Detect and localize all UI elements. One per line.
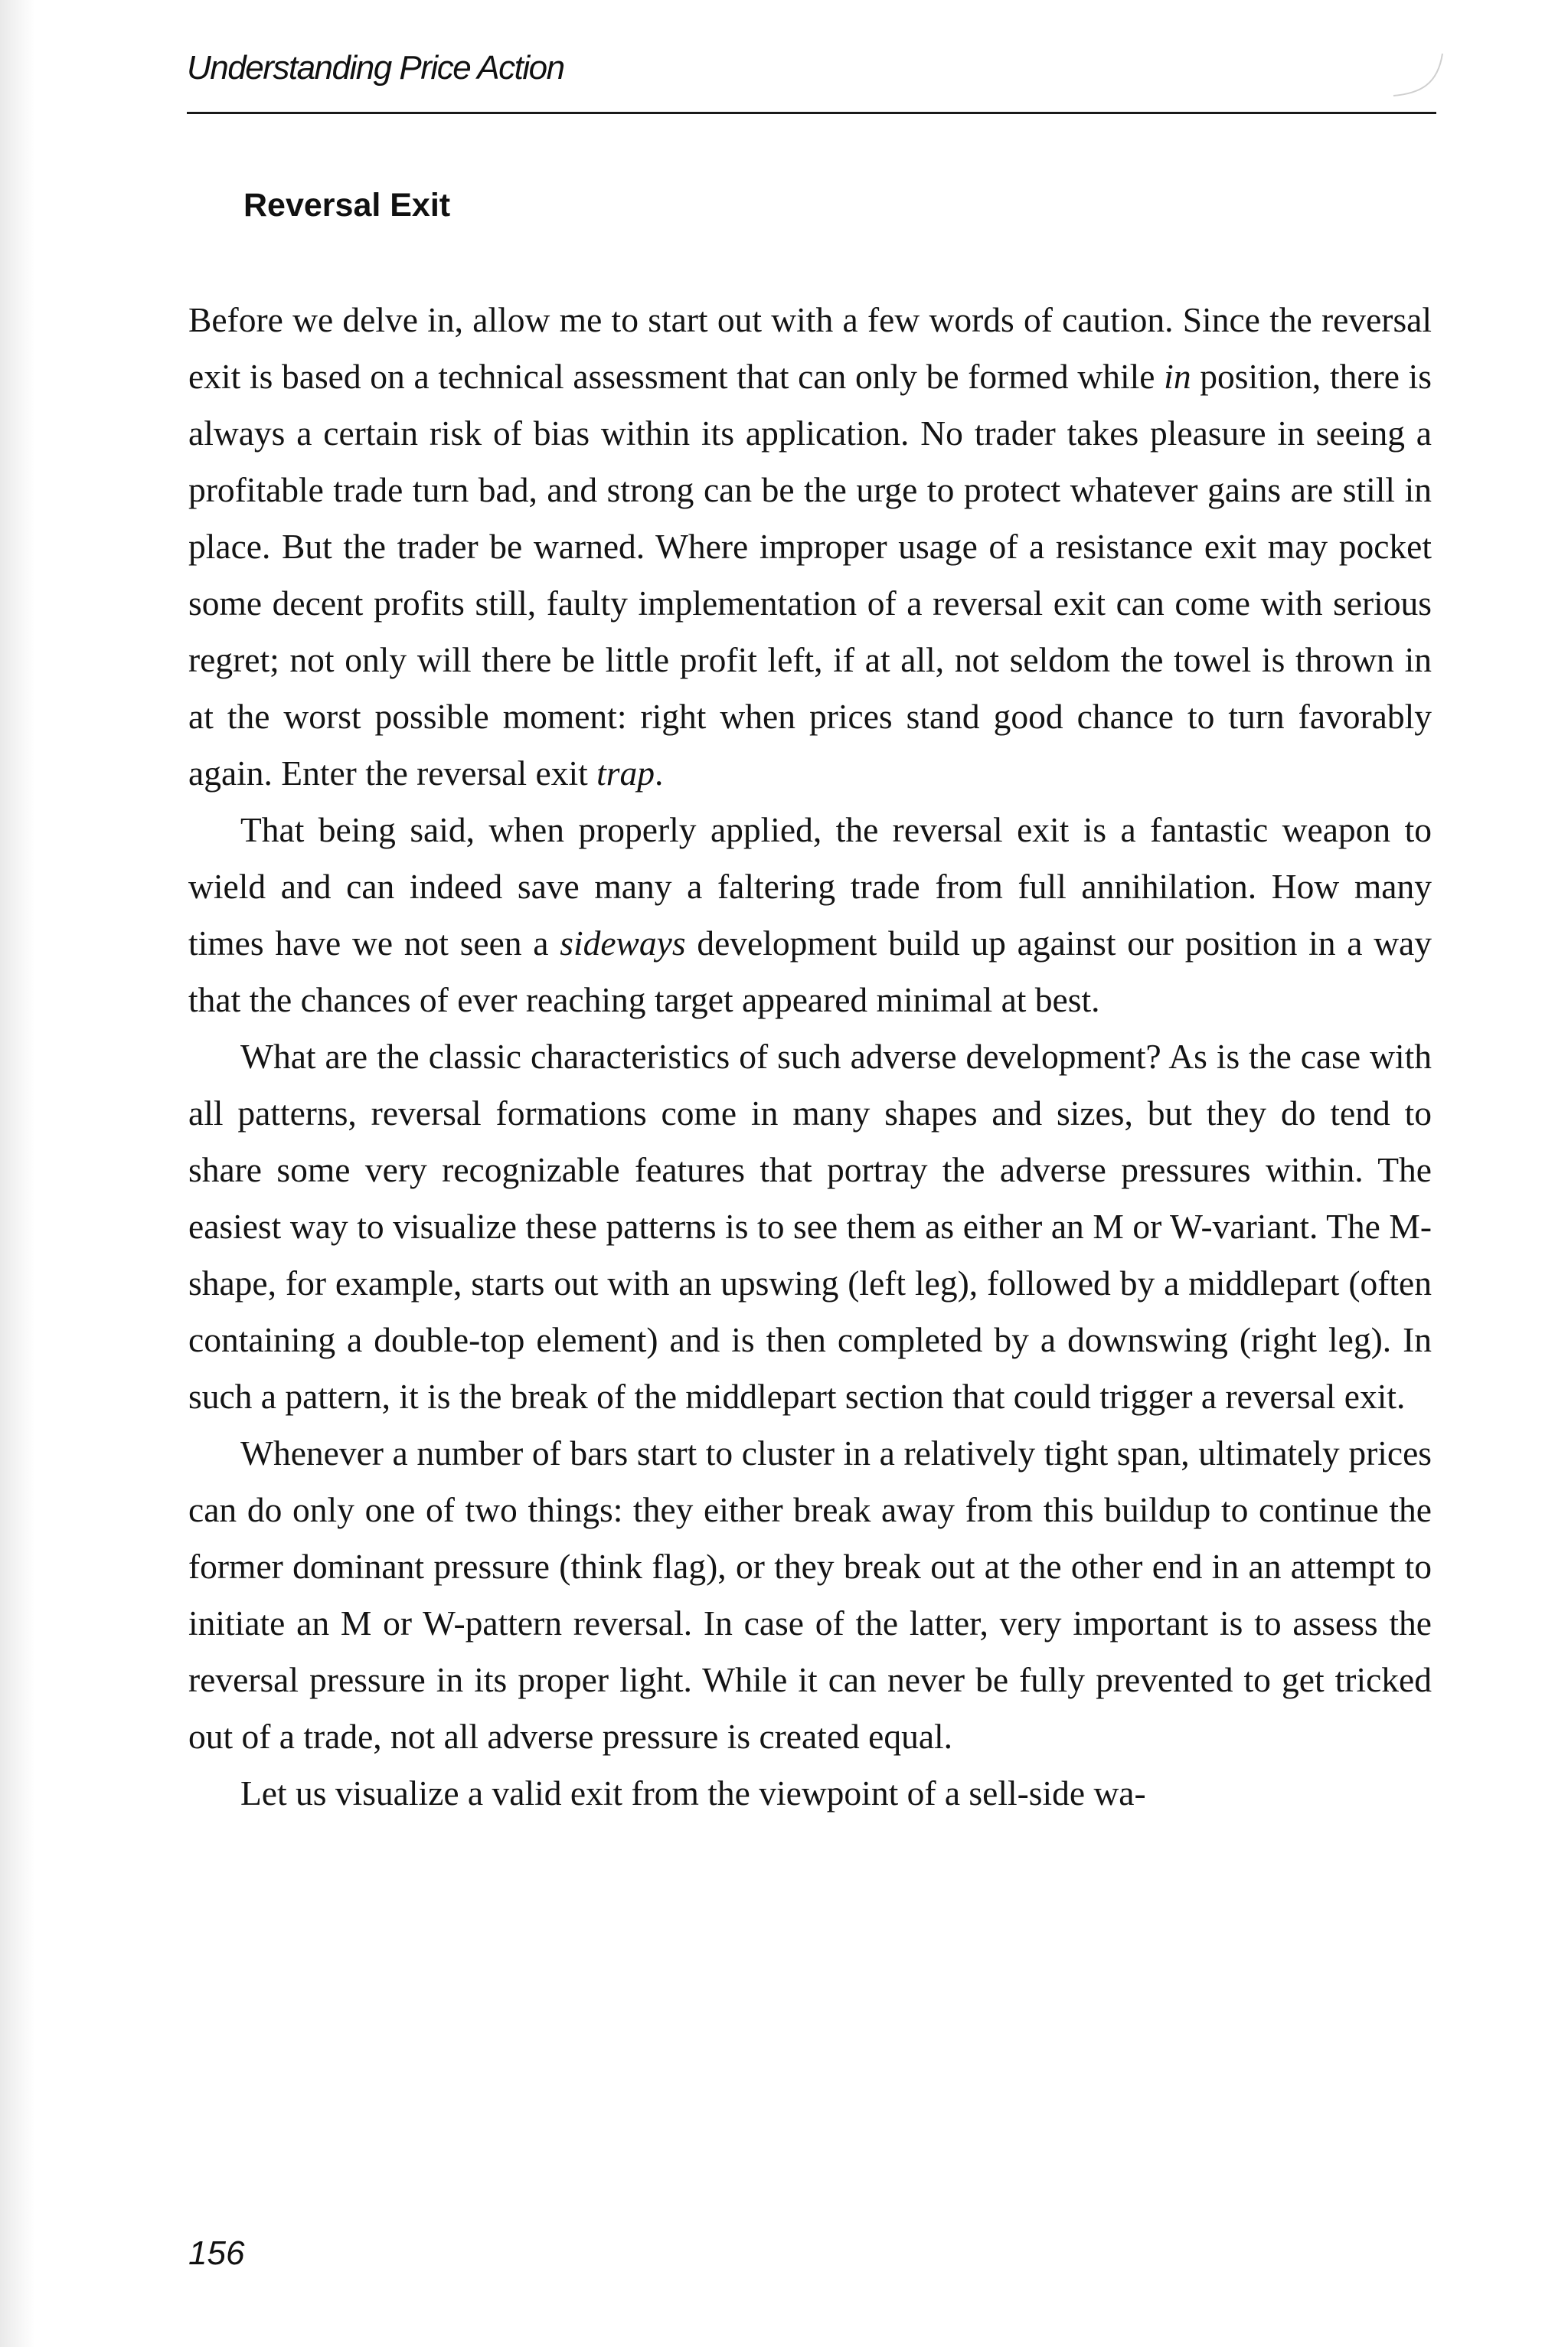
paragraph-1: [188, 292, 1432, 802]
paragraph-2: [188, 802, 1432, 1028]
paragraph-1-text-c: .: [654, 753, 664, 793]
header-rule: [187, 112, 1436, 114]
page-corner-curl: [1378, 31, 1455, 115]
paragraph-1-text-b: position, there is always a certain risk of bias within its application. No trader takes pleasure in seeing a profitable trade turn bad, and strong can be the urge to protect whatever gains are still in place. But the trader be warned. Where improper usage of a resistance exit may pocket some decent profits still, faulty implementation of a reversal exit can come with serious regret; not only will there be little profit left, if at all, not seldom the towel is thrown in at the worst possible moment: right when prices stand good chance to turn favorably again. Enter the reversal exit: [188, 357, 1432, 793]
paragraph-4: Whenever a number of bars start to cluster in a relatively tight span, ultimately prices can do only one of two things: they either break away from this buildup to continue the former dominant pressure (think flag), or they break out at the other end in an attempt to initiate an M or W-pattern reversal. In case of the latter, very important is to assess the reversal pressure in its proper light. While it can never be fully prevented to get tricked out of a trade, not all adverse pressure is created equal.: [188, 1433, 1432, 1756]
paragraph-1-text-a: Before we delve in, allow me to start out with a few words of caution. Since the reversal exit is based on a technical assessment that can only be formed while: [188, 300, 1432, 396]
page-number: 156: [188, 2234, 245, 2272]
paragraph-2-text-a: That being said, when properly applied, the reversal exit is a fantastic weapon to wield and can indeed save many a faltering trade from full annihilation. How many times have we not seen a: [188, 810, 1432, 963]
paragraph-2-text-b: development build up against our position in a way that the chances of ever reaching target appeared minimal at best.: [188, 923, 1432, 1019]
page-edge-shadow: [0, 0, 35, 2347]
paragraph-5: Let us visualize a valid exit from the viewpoint of a sell-side wa-: [240, 1773, 1146, 1813]
running-header-title: Understanding Price Action: [187, 49, 564, 87]
paragraph-2-emphasis-sideways: sideways: [560, 923, 686, 963]
paragraph-1-emphasis-in: in: [1164, 357, 1191, 396]
paragraph-1-emphasis-trap: trap: [596, 753, 655, 793]
paragraph-3: What are the classic characteristics of such adverse development? As is the case with all patterns, reversal formations come in many shapes and sizes, but they do tend to share some very recognizable features that portray the adverse pressures within. The easiest way to visualize these patterns is to see them as either an M or W-variant. The M-shape, for example, starts out with an upswing (left leg), followed by a middlepart (often containing a double-top element) and is then completed by a downswing (right leg). In such a pattern, it is the break of the middlepart section that could trigger a reversal exit.: [188, 1037, 1432, 1416]
section-heading: Reversal Exit: [243, 187, 451, 224]
body-text: [188, 292, 1432, 1822]
